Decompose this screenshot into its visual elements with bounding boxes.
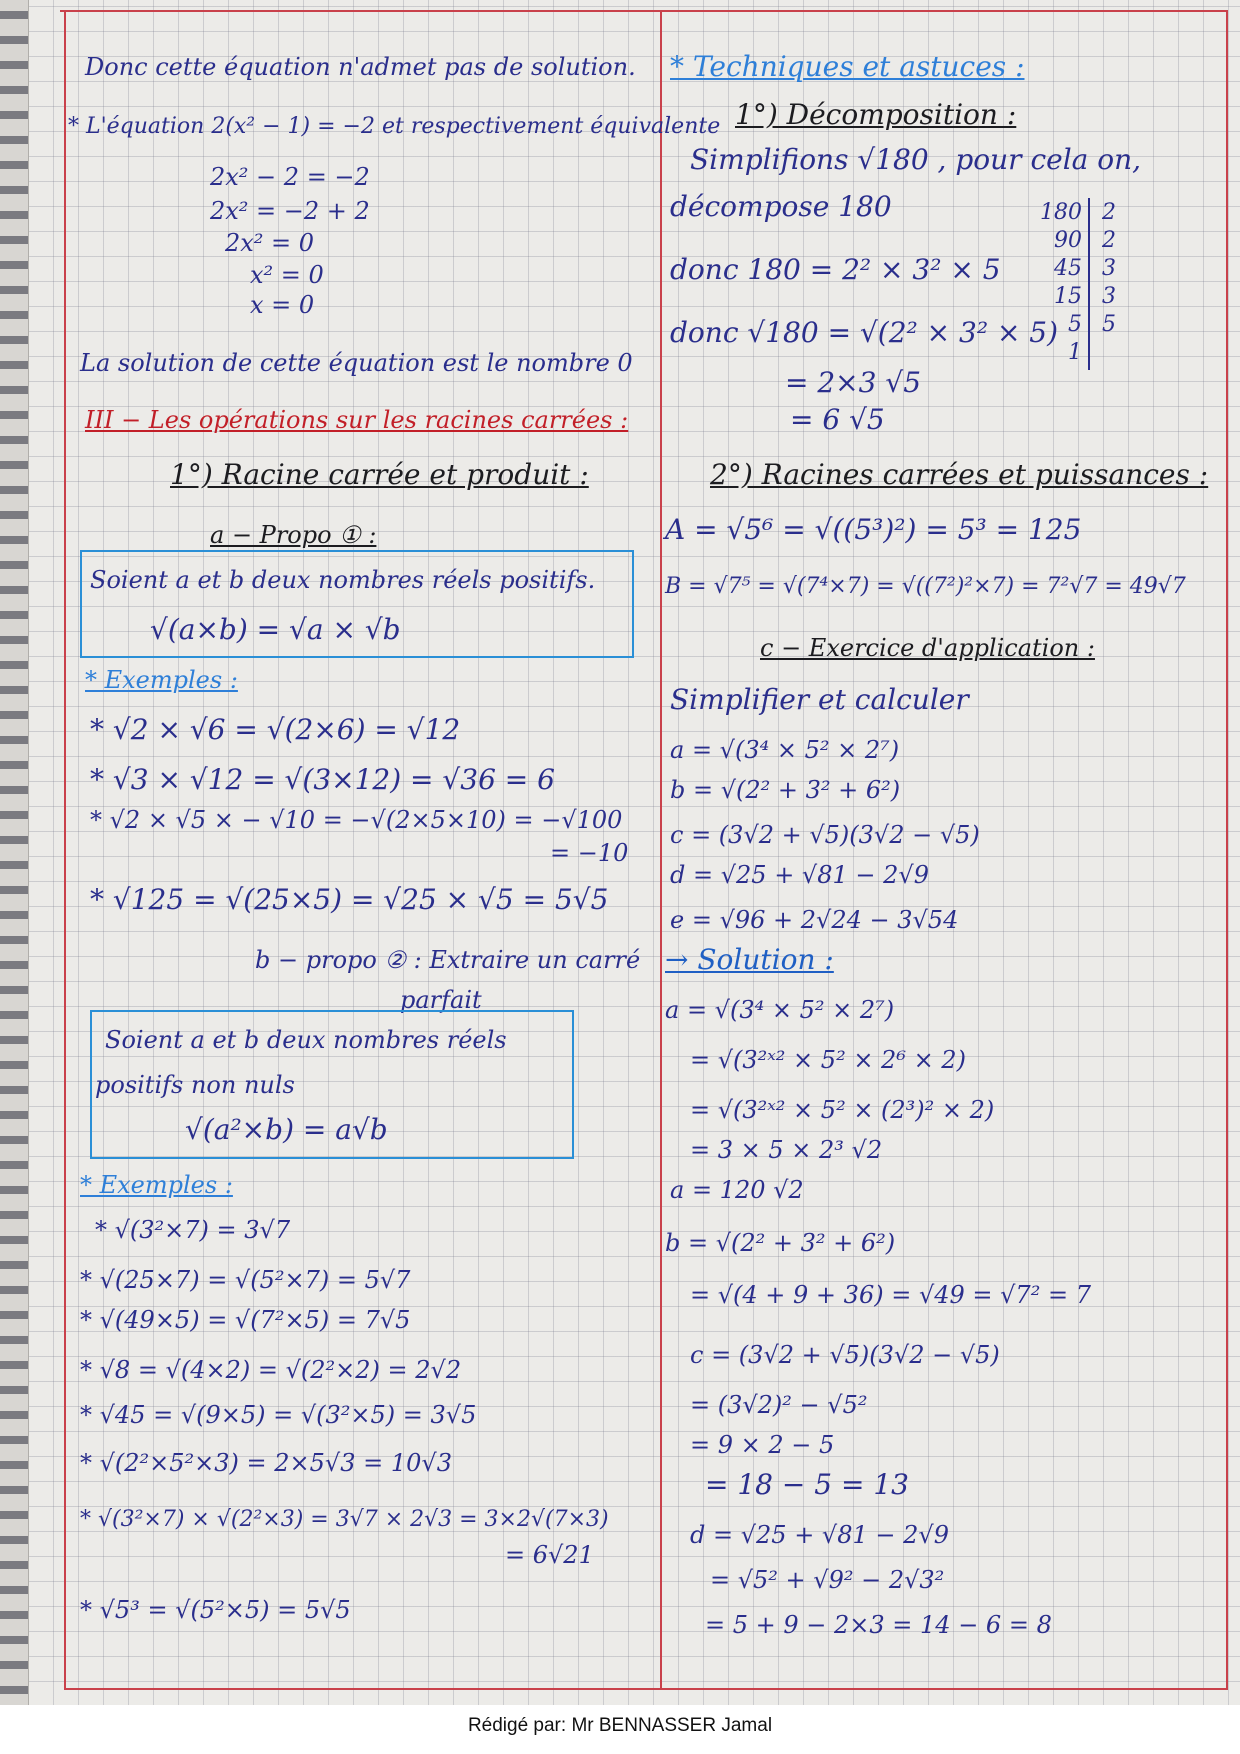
examples-title-2: * Exemples : [80,1171,233,1199]
decomposition-number: 1 [1068,340,1082,365]
example-2-7b: = 6√21 [505,1541,594,1569]
solution-a-1: a = √(3⁴ × 5² × 2⁷) [665,996,895,1024]
solution-b-2: = √(4 + 9 + 36) = √49 = √7² = 7 [690,1281,1091,1309]
solution-a-4: = 3 × 5 × 2³ √2 [690,1136,883,1164]
decomposition-line-2: décompose 180 [670,190,892,223]
proposition-2-statement-1: Soient a et b deux nombres réels [105,1026,507,1054]
decomposition-divisor: 5 [1102,312,1116,337]
decomposition-divisor: 3 [1102,284,1116,309]
example-2-6: * √(2²×5²×3) = 2×5√3 = 10√3 [80,1449,452,1477]
proposition-2-formula: √(a²×b) = a√b [185,1113,388,1146]
example-2-8: * √5³ = √(5²×5) = 5√5 [80,1596,351,1624]
example-2-3: * √(49×5) = √(7²×5) = 7√5 [80,1306,411,1334]
solution-b-1: b = √(2² + 3² + 6²) [665,1229,896,1257]
left-line-3: 2x² − 2 = −2 [210,163,370,191]
left-line-6: x² = 0 [250,261,324,289]
solution-c-4: = 18 − 5 = 13 [705,1468,909,1501]
decomposition-divider [1088,198,1090,370]
example-2-2: * √(25×7) = √(5²×7) = 5√7 [80,1266,411,1294]
proposition-1-statement: Soient a et b deux nombres réels positifs. [90,566,596,594]
left-line-1: Donc cette équation n'admet pas de solution. [85,53,636,81]
left-line-2: * L'équation 2(x² − 1) = −2 et respectivement équivalente [68,114,721,139]
powers-line-B: B = √7⁵ = √(7⁴×7) = √((7²)²×7) = 7²√7 = 49√7 [665,574,1186,599]
left-line-5: 2x² = 0 [225,229,315,257]
example-1-1: * √2 × √6 = √(2×6) = √12 [90,713,461,746]
example-2-7: * √(3²×7) × √(2²×3) = 3√7 × 2√3 = 3×2√(7×3) [80,1507,609,1532]
decomposition-line-4: donc √180 = √(2² × 3² × 5) [670,316,1059,349]
powers-line-A: A = √5⁶ = √((5³)²) = 5³ = 125 [665,513,1082,546]
exercise-c: c = (3√2 + √5)(3√2 − √5) [670,821,980,849]
solution-c-1: c = (3√2 + √5)(3√2 − √5) [690,1341,1000,1369]
section-title: III − Les opérations sur les racines carrées : [85,406,629,434]
proposition-2-title-cont: parfait [400,986,482,1014]
decomposition-line-5: = 2×3 √5 [785,366,922,399]
example-1-3b: = −10 [550,839,629,867]
exercise-a: a = √(3⁴ × 5² × 2⁷) [670,736,900,764]
center-divider-line [660,10,662,1690]
solution-c-2: = (3√2)² − √5² [690,1391,868,1419]
decomposition-line-1: Simplifions √180 , pour cela on, [690,143,1142,176]
proposition-1-title: a − Propo ① : [210,521,377,549]
solution-d-3: = 5 + 9 − 2×3 = 14 − 6 = 8 [705,1611,1052,1639]
left-line-8: La solution de cette équation est le nombre 0 [80,349,633,377]
left-margin-line [64,10,66,1690]
solution-a-5: a = 120 √2 [670,1176,804,1204]
author-credit: Rédigé par: Mr BENNASSER Jamal [467,1715,773,1736]
decomposition-number: 15 [1054,284,1082,309]
decomposition-line-3: donc 180 = 2² × 3² × 5 [670,253,1001,286]
decomposition-title: 1°) Décomposition : [735,98,1017,131]
exercise-e: e = √96 + 2√24 − 3√54 [670,906,959,934]
decomposition-number: 180 [1040,200,1082,225]
decomposition-line-6: = 6 √5 [790,403,885,436]
example-2-4: * √8 = √(4×2) = √(2²×2) = 2√2 [80,1356,462,1384]
example-1-2: * √3 × √12 = √(3×12) = √36 = 6 [90,763,555,796]
solution-a-3: = √(3²ˣ² × 5² × (2³)² × 2) [690,1096,995,1124]
powers-title: 2°) Racines carrées et puissances : [710,458,1209,491]
left-line-4: 2x² = −2 + 2 [210,197,370,225]
exercise-instruction: Simplifier et calculer [670,683,969,716]
solution-d-1: d = √25 + √81 − 2√9 [690,1521,949,1549]
decomposition-divisor: 3 [1102,256,1116,281]
exercise-title: c − Exercice d'application : [760,634,1095,662]
solution-d-2: = √5² + √9² − 2√3² [710,1566,945,1594]
examples-title-1: * Exemples : [85,666,238,694]
subsection-title-1: 1°) Racine carrée et produit : [170,458,589,491]
top-margin-line [60,10,1228,12]
exercise-d: d = √25 + √81 − 2√9 [670,861,929,889]
bottom-margin-line [64,1688,1228,1690]
right-margin-line [1226,10,1228,1690]
decomposition-number: 45 [1054,256,1082,281]
proposition-2-title: b − propo ② : Extraire un carré [255,946,641,974]
spiral-binding [0,0,29,1705]
left-line-7: x = 0 [250,291,315,319]
example-1-4: * √125 = √(25×5) = √25 × √5 = 5√5 [90,883,609,916]
exercise-b: b = √(2² + 3² + 6²) [670,776,901,804]
example-2-1: * √(3²×7) = 3√7 [95,1216,291,1244]
decomposition-number: 5 [1068,312,1082,337]
techniques-title: * Techniques et astuces : [670,50,1025,83]
example-2-5: * √45 = √(9×5) = √(3²×5) = 3√5 [80,1401,477,1429]
proposition-2-statement-2: positifs non nuls [95,1071,295,1099]
example-1-3: * √2 × √5 × − √10 = −√(2×5×10) = −√100 [90,806,623,834]
solution-c-3: = 9 × 2 − 5 [690,1431,835,1459]
proposition-1-formula: √(a×b) = √a × √b [150,613,401,646]
solution-title: → Solution : [665,943,834,976]
solution-a-2: = √(3²ˣ² × 5² × 2⁶ × 2) [690,1046,966,1074]
decomposition-divisor: 2 [1102,228,1116,253]
decomposition-divisor: 2 [1102,200,1116,225]
decomposition-number: 90 [1054,228,1082,253]
